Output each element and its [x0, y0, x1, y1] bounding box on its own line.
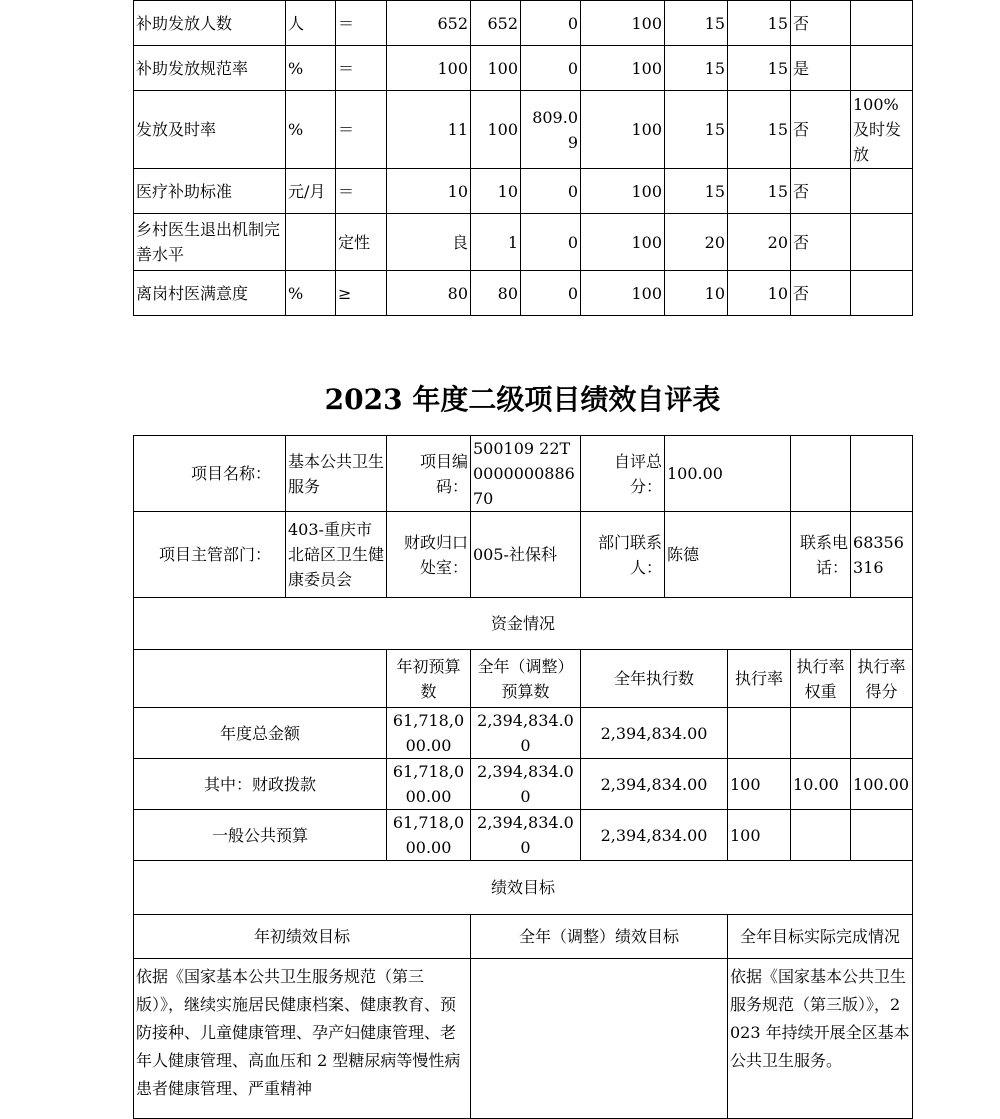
header-weight: 执行率权重	[791, 650, 851, 708]
indicator-deviation: 0	[521, 169, 581, 214]
indicator-target: 652	[387, 1, 471, 46]
self-score: 100.00	[665, 436, 791, 512]
info-row-2	[134, 512, 913, 598]
indicator-weight: 15	[665, 46, 728, 91]
indicator-weight: 20	[665, 214, 728, 271]
indicator-flag: 是	[791, 46, 851, 91]
indicator-weight: 10	[665, 271, 728, 316]
contact-label: 部门联系人：	[581, 512, 665, 598]
indicator-row	[134, 271, 913, 316]
indicator-actual: 652	[471, 1, 521, 46]
funds-row-label: 一般公共预算	[134, 810, 387, 861]
funds-adjusted: 2,394,834.00	[471, 810, 581, 861]
indicator-deviation: 0	[521, 1, 581, 46]
funds-row	[134, 759, 913, 810]
funds-score	[851, 810, 913, 861]
funds-executed: 2,394,834.00	[581, 708, 728, 759]
empty-cell	[851, 436, 913, 512]
indicator-rate: 100	[581, 214, 665, 271]
funds-executed: 2,394,834.00	[581, 810, 728, 861]
indicator-unit: %	[286, 271, 336, 316]
indicator-flag: 否	[791, 1, 851, 46]
funds-weight	[791, 708, 851, 759]
goals-content-row	[134, 959, 913, 1119]
indicator-actual: 100	[471, 91, 521, 169]
goals-section-label: 绩效目标	[134, 861, 913, 915]
indicator-flag: 否	[791, 214, 851, 271]
indicator-row	[134, 46, 913, 91]
header-rate: 执行率	[728, 650, 791, 708]
funds-initial: 61,718,000.00	[387, 708, 471, 759]
indicator-deviation: 809.09	[521, 91, 581, 169]
funds-rate: 100	[728, 810, 791, 861]
funds-row	[134, 708, 913, 759]
indicator-operator: ＝	[336, 1, 387, 46]
indicator-actual: 100	[471, 46, 521, 91]
project-name: 基本公共卫生服务	[286, 436, 387, 512]
indicator-unit: 元/月	[286, 169, 336, 214]
goals-initial-text: 依据《国家基本公共卫生服务规范（第三版）》，继续实施居民健康档案、健康教育、预防接种、儿童健康管理、孕产妇健康管理、老年人健康管理、高血压和 2 型糖尿病等慢性病患者健康管理、严重精神	[134, 959, 471, 1119]
info-row-1	[134, 436, 913, 512]
indicator-name: 乡村医生退出机制完善水平	[134, 214, 286, 271]
performance-table	[133, 435, 913, 1119]
phone: 68356316	[851, 512, 913, 598]
indicator-score: 15	[728, 169, 791, 214]
indicator-target: 11	[387, 91, 471, 169]
phone-label: 联系电话：	[791, 512, 851, 598]
funds-weight: 10.00	[791, 759, 851, 810]
indicator-note	[851, 1, 913, 46]
indicator-row	[134, 214, 913, 271]
funds-row-label: 年度总金额	[134, 708, 387, 759]
project-code: 500109 22T000000088670	[471, 436, 581, 512]
indicator-row	[134, 1, 913, 46]
indicator-deviation: 0	[521, 214, 581, 271]
indicator-rate: 100	[581, 271, 665, 316]
indicator-note	[851, 169, 913, 214]
indicator-note: 100%及时发放	[851, 91, 913, 169]
indicator-score: 15	[728, 46, 791, 91]
indicator-actual: 1	[471, 214, 521, 271]
indicator-target: 100	[387, 46, 471, 91]
indicator-note	[851, 271, 913, 316]
indicator-weight: 15	[665, 1, 728, 46]
indicator-note	[851, 214, 913, 271]
indicator-actual: 80	[471, 271, 521, 316]
indicator-unit: %	[286, 46, 336, 91]
indicator-target: 10	[387, 169, 471, 214]
dept-label: 项目主管部门：	[134, 512, 286, 598]
indicator-score: 15	[728, 1, 791, 46]
goals-actual-text: 依据《国家基本公共卫生服务规范（第三版）》，2023 年持续开展全区基本公共卫生服务。	[728, 959, 913, 1119]
indicator-actual: 10	[471, 169, 521, 214]
indicator-weight: 15	[665, 91, 728, 169]
empty-cell	[791, 436, 851, 512]
indicator-rate: 100	[581, 1, 665, 46]
indicator-flag: 否	[791, 271, 851, 316]
indicator-operator: ＝	[336, 169, 387, 214]
goals-col-adjusted: 全年（调整）绩效目标	[471, 915, 728, 959]
goals-section-row	[134, 861, 913, 915]
page-title: 2023 年度二级项目绩效自评表	[324, 383, 721, 416]
funds-row	[134, 810, 913, 861]
indicator-operator: ＝	[336, 46, 387, 91]
indicator-name: 离岗村医满意度	[134, 271, 286, 316]
indicator-row	[134, 91, 913, 169]
indicator-row	[134, 169, 913, 214]
indicator-name: 补助发放人数	[134, 1, 286, 46]
indicator-deviation: 0	[521, 46, 581, 91]
funds-score: 100.00	[851, 759, 913, 810]
goals-adjusted-text	[471, 959, 728, 1119]
goals-col-initial: 年初绩效目标	[134, 915, 471, 959]
indicator-operator: ＝	[336, 91, 387, 169]
indicator-target: 80	[387, 271, 471, 316]
header-score: 执行率得分	[851, 650, 913, 708]
goals-header-row	[134, 915, 913, 959]
goals-col-actual: 全年目标实际完成情况	[728, 915, 913, 959]
indicator-score: 20	[728, 214, 791, 271]
indicator-weight: 15	[665, 169, 728, 214]
header-initial: 年初预算数	[387, 650, 471, 708]
indicator-unit	[286, 214, 336, 271]
indicator-note	[851, 46, 913, 91]
indicator-flag: 否	[791, 91, 851, 169]
contact: 陈德	[665, 512, 791, 598]
indicator-score: 10	[728, 271, 791, 316]
finance: 005-社保科	[471, 512, 581, 598]
indicator-rate: 100	[581, 169, 665, 214]
indicator-table	[133, 0, 913, 316]
funds-section-label: 资金情况	[134, 598, 913, 650]
funds-adjusted: 2,394,834.00	[471, 708, 581, 759]
project-code-label: 项目编码：	[387, 436, 471, 512]
funds-initial: 61,718,000.00	[387, 759, 471, 810]
indicator-deviation: 0	[521, 271, 581, 316]
funds-executed: 2,394,834.00	[581, 759, 728, 810]
funds-row-label: 其中：财政拨款	[134, 759, 387, 810]
self-score-label: 自评总分：	[581, 436, 665, 512]
indicator-rate: 100	[581, 91, 665, 169]
dept: 403-重庆市北碚区卫生健康委员会	[286, 512, 387, 598]
funds-score	[851, 708, 913, 759]
indicator-unit: 人	[286, 1, 336, 46]
indicator-operator: ≥	[336, 271, 387, 316]
indicator-name: 医疗补助标准	[134, 169, 286, 214]
funds-rate: 100	[728, 759, 791, 810]
indicator-name: 发放及时率	[134, 91, 286, 169]
indicator-score: 15	[728, 91, 791, 169]
indicator-unit: %	[286, 91, 336, 169]
funds-section-row	[134, 598, 913, 650]
empty-cell	[134, 650, 387, 708]
project-name-label: 项目名称：	[134, 436, 286, 512]
funds-weight	[791, 810, 851, 861]
finance-label: 财政归口处室：	[387, 512, 471, 598]
indicator-name: 补助发放规范率	[134, 46, 286, 91]
funds-rate	[728, 708, 791, 759]
indicator-rate: 100	[581, 46, 665, 91]
indicator-target: 良	[387, 214, 471, 271]
funds-header-row	[134, 650, 913, 708]
funds-initial: 61,718,000.00	[387, 810, 471, 861]
header-executed: 全年执行数	[581, 650, 728, 708]
indicator-flag: 否	[791, 169, 851, 214]
indicator-operator: 定性	[336, 214, 387, 271]
header-adjusted: 全年（调整）预算数	[471, 650, 581, 708]
funds-adjusted: 2,394,834.00	[471, 759, 581, 810]
